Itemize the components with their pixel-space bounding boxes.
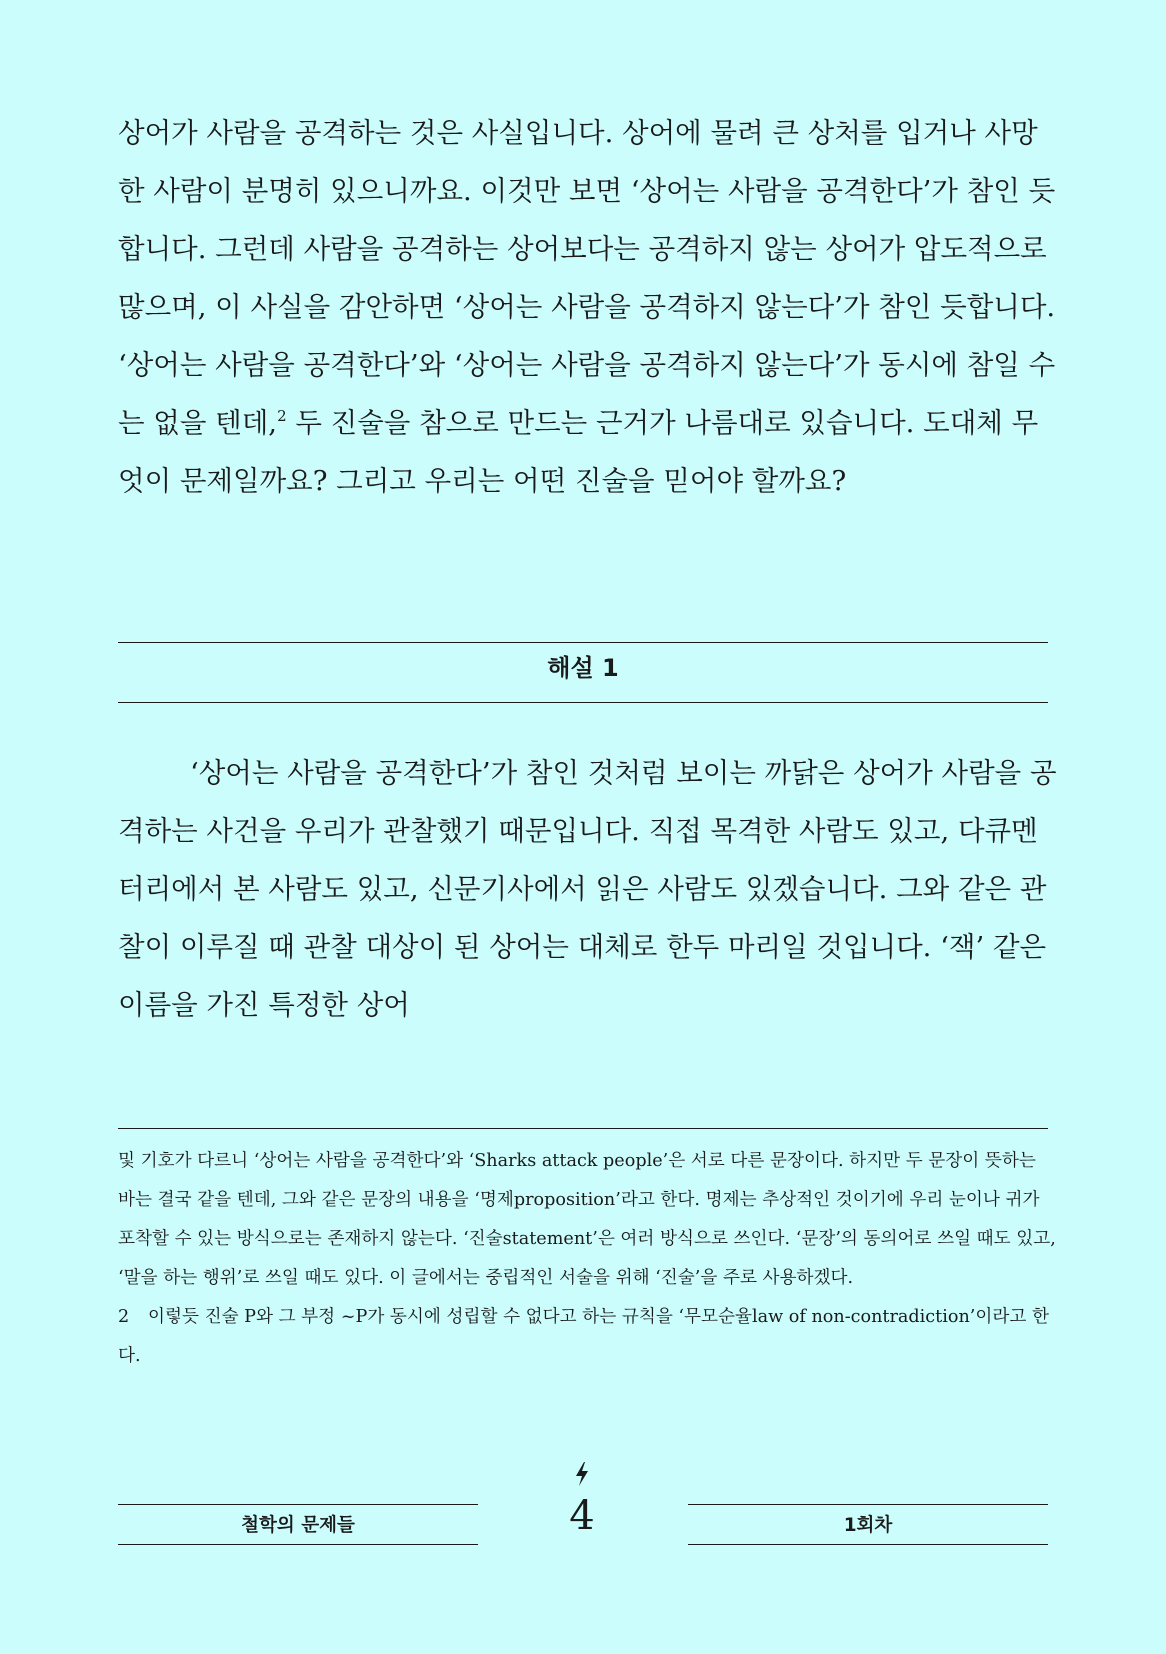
- footer-right-top-rule: [688, 1504, 1048, 1505]
- page-number: 4: [569, 1493, 595, 1539]
- body-text-part2: 두 진술을 참으로 만드는 근거가 나름대로 있습니다. 도대체 무엇이 문제일까요? 그리고 우리는 어떤 진술을 믿어야 할까요?: [118, 407, 1039, 497]
- footnote-2-text: 이렇듯 진술 P와 그 부정 ~P가 동시에 성립할 수 없다고 하는 규칙을 ‘무모순율law of non-contradiction’이라고 한다.: [118, 1307, 1049, 1366]
- explanation-paragraph: [118, 744, 1058, 1034]
- footnote-2: [118, 1298, 1058, 1376]
- footer-session-label: 1회차: [843, 1515, 893, 1536]
- footnote-continued: 및 기호가 다르니 ‘상어는 사람을 공격한다’와 ‘Sharks attack people’은 서로 다른 문장이다. 하지만 두 문장이 뜻하는 바는 결국 같을 텐데, 그와 같은 문장의 내용을 ‘명제proposition’라고 한다. 명제는 추상적인 것이기에 우리 눈이나 귀가 포착할 수 있는 방식으로는 존재하지 않는다. ‘진술statement’은 여러 방식으로 쓰인다. ‘문장’의 동의어로 쓰일 때도 있고, ‘말을 하는 행위’로 쓰일 때도 있다. 이 글에서는 중립적인 서술을 위해 ‘진술’을 주로 사용하겠다.: [118, 1151, 1056, 1288]
- explanation-text: ‘상어는 사람을 공격한다’가 참인 것처럼 보이는 까닭은 상어가 사람을 공격하는 사건을 우리가 관찰했기 때문입니다. 직접 목격한 사람도 있고, 다큐멘터리에서 본 사람도 있고, 신문기사에서 읽은 사람도 있겠습니다. 그와 같은 관찰이 이루질 때 관찰 대상이 된 상어는 대체로 한두 마리일 것입니다. ‘잭’ 같은 이름을 가진 특정한 상어: [118, 757, 1057, 1021]
- lightning-bolt-icon: [574, 1462, 590, 1486]
- section-bottom-rule: [118, 702, 1048, 703]
- footnote-reference[interactable]: 2: [277, 407, 287, 425]
- footnote-2-number: 2: [118, 1307, 130, 1327]
- section-top-rule: [118, 642, 1048, 643]
- body-text-part1: 상어가 사람을 공격하는 것은 사실입니다. 상어에 물려 큰 상처를 입거나 사망한 사람이 분명히 있으니까요. 이것만 보면 ‘상어는 사람을 공격한다’가 참인 듯합니다. 그런데 사람을 공격하는 상어보다는 공격하지 않는 상어가 압도적으로 많으며, 이 사실을 감안하면 ‘상어는 사람을 공격하지 않는다’가 참인 듯합니다. ‘상어는 사람을 공격한다’와 ‘상어는 사람을 공격하지 않는다’가 동시에 참일 수는 없을 텐데,: [118, 117, 1056, 439]
- footnotes: [118, 1142, 1058, 1376]
- footer-book-title: 철학의 문제들: [241, 1515, 355, 1536]
- footer-left-top-rule: [118, 1504, 478, 1505]
- footer-right-bottom-rule: [688, 1544, 1048, 1545]
- footer-left-bottom-rule: [118, 1544, 478, 1545]
- body-paragraph: [118, 104, 1058, 510]
- section-title: 해설 1: [547, 654, 619, 682]
- footnote-separator: [118, 1128, 1048, 1129]
